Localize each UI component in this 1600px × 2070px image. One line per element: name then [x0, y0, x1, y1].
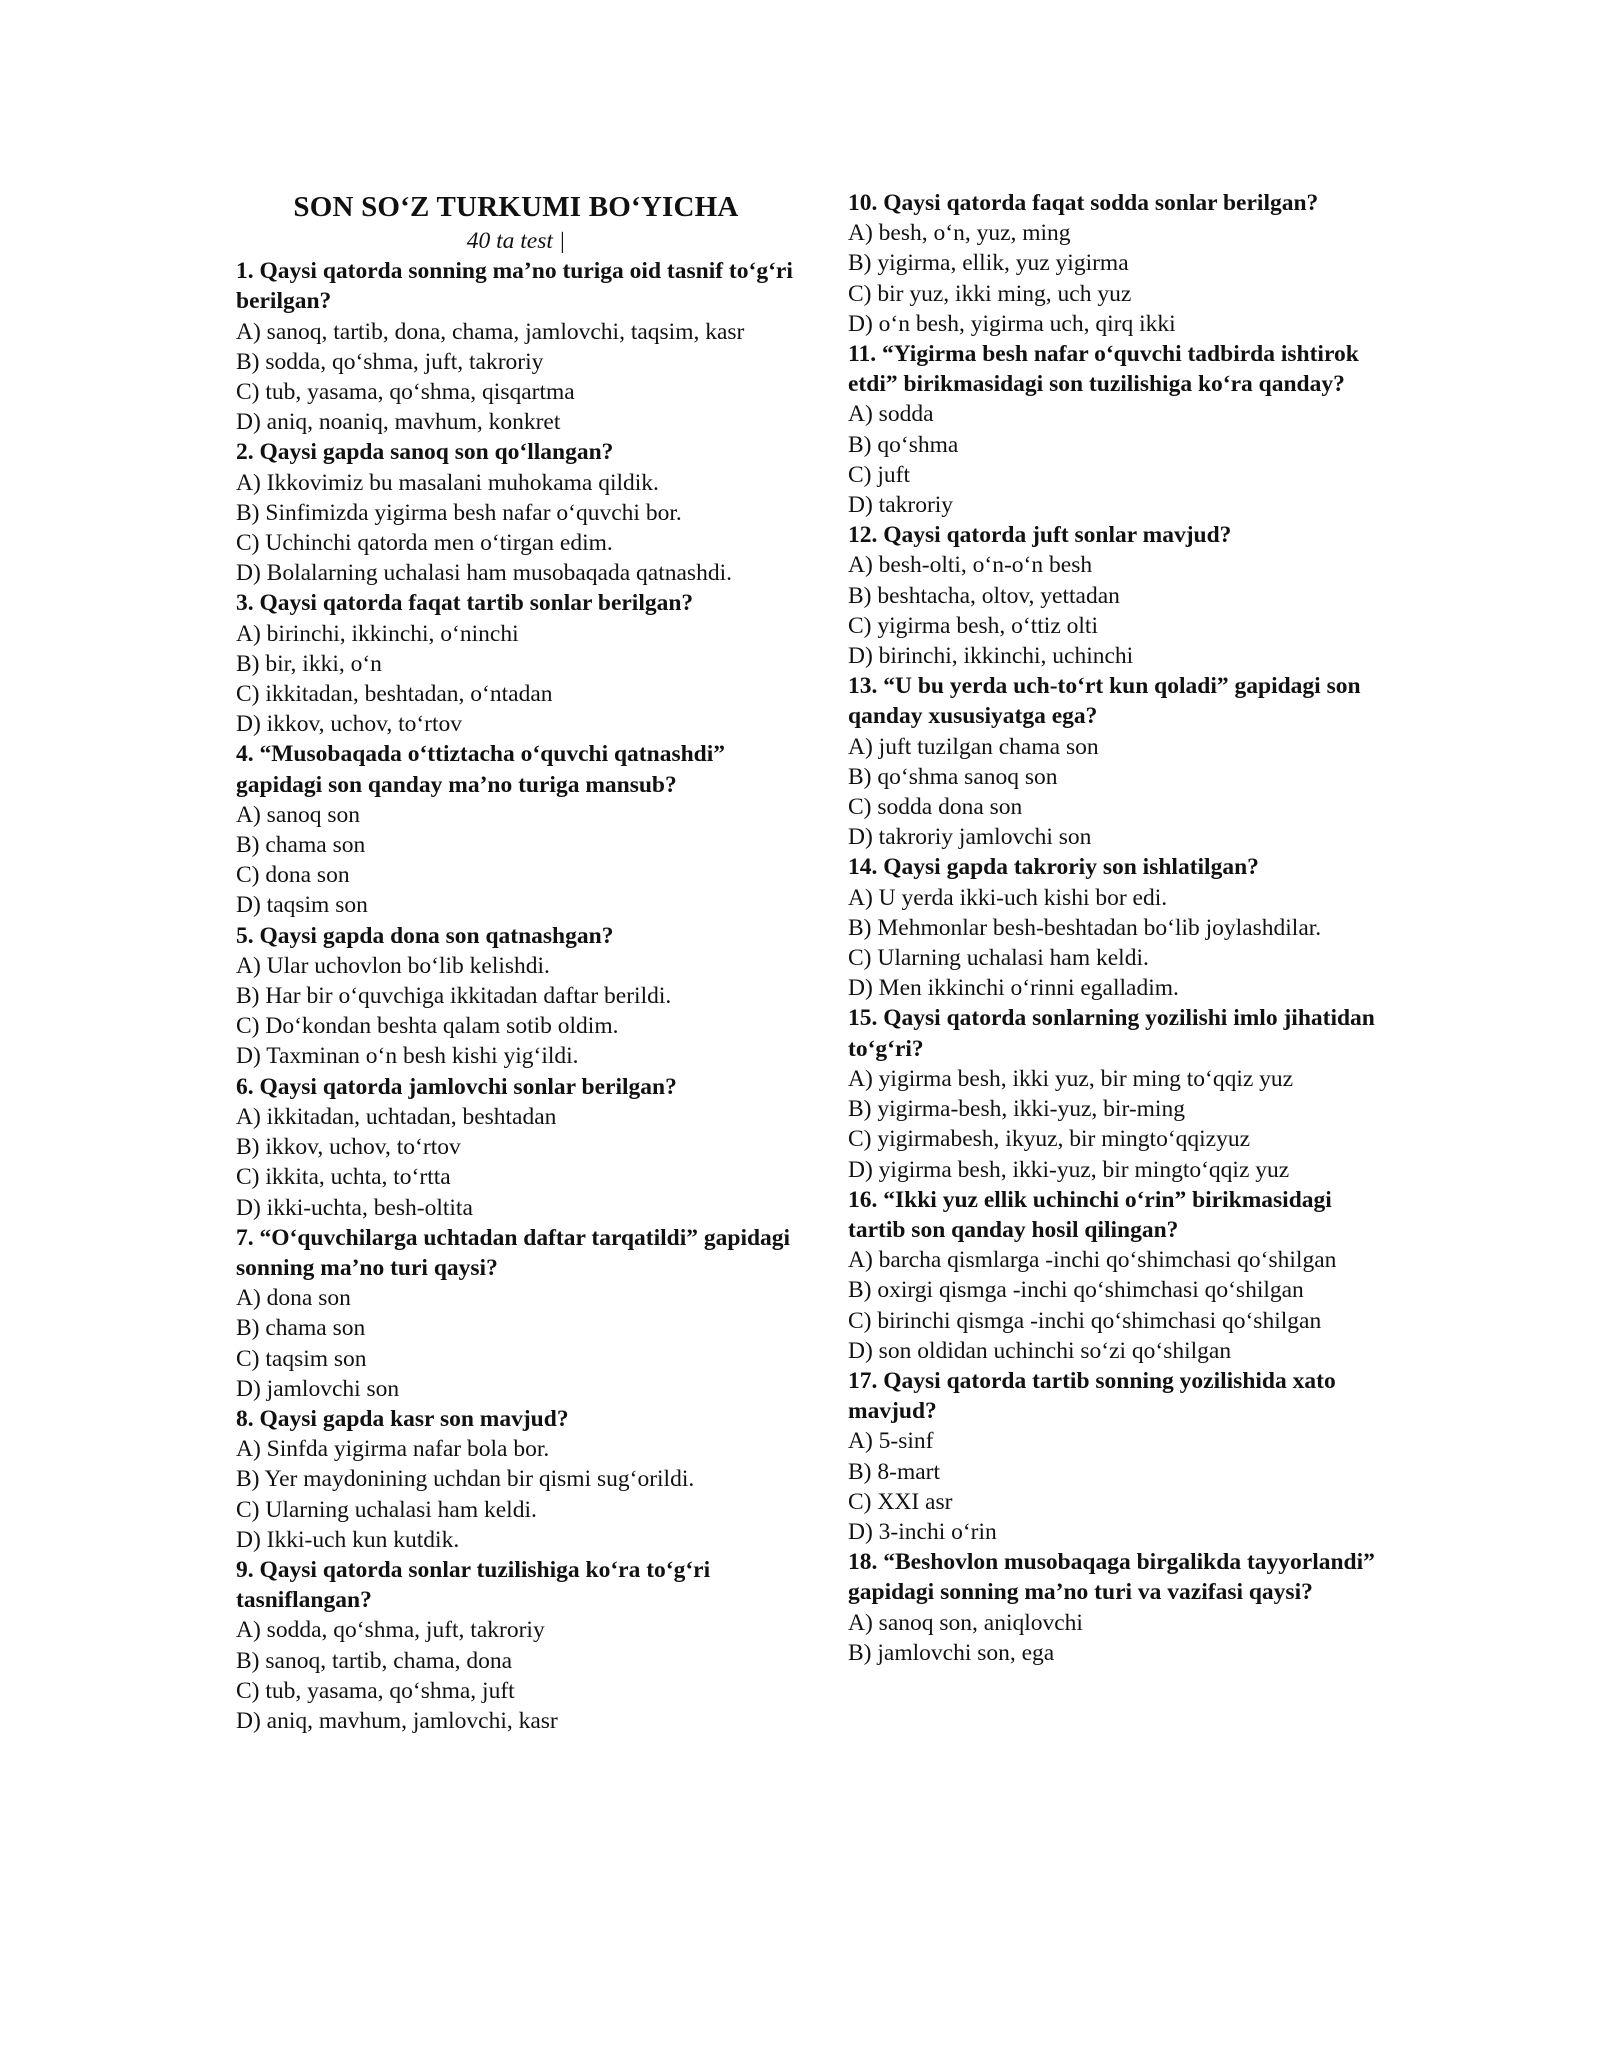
answer-option: C) ikkita, uchta, to‘rtta — [236, 1164, 451, 1191]
answer-option: D) o‘n besh, yigirma uch, qirq ikki — [848, 310, 1176, 337]
answer-option: C) tub, yasama, qo‘shma, qisqartma — [236, 379, 575, 406]
answer-option: D) Ikki-uch kun kutdik. — [236, 1526, 460, 1553]
question-block — [236, 921, 796, 1072]
left-question-list — [236, 256, 796, 1736]
answer-option: B) beshtacha, oltov, yettadan — [848, 582, 1120, 609]
answer-option: A) sodda — [848, 401, 934, 428]
answer-option: D) Taxminan o‘n besh kishi yig‘ildi. — [236, 1043, 579, 1070]
question-text: 2. Qaysi gapda sanoq son qo‘llangan? — [236, 439, 614, 466]
question-block — [848, 520, 1378, 671]
answer-option: C) taqsim son — [236, 1345, 367, 1372]
answer-option: D) Bolalarning uchalasi ham musobaqada qatnashdi. — [236, 560, 732, 587]
question-text: 5. Qaysi gapda dona son qatnashgan? — [236, 922, 614, 949]
answer-option: B) Har bir o‘quvchiga ikkitadan daftar berildi. — [236, 983, 672, 1010]
answer-option: C) bir yuz, ikki ming, uch yuz — [848, 280, 1132, 307]
answer-option: B) oxirgi qismga -inchi qo‘shimchasi qo‘shilgan — [848, 1277, 1304, 1304]
answer-option: A) dona son — [236, 1285, 351, 1312]
question-text: 10. Qaysi qatorda faqat sodda sonlar berilgan? — [848, 190, 1319, 216]
question-text: 7. “O‘quvchilarga uchtadan daftar tarqatildi” gapidagi sonning ma’no turi qaysi? — [236, 1224, 791, 1281]
question-text: 16. “Ikki yuz ellik uchinchi o‘rin” birikmasidagi tartib son qanday hosil qilingan? — [848, 1186, 1332, 1243]
answer-option: A) besh-olti, o‘n-o‘n besh — [848, 552, 1093, 579]
answer-option: A) sanoq son, aniqlovchi — [848, 1609, 1083, 1636]
question-block — [236, 256, 796, 437]
answer-option: B) jamlovchi son, ega — [848, 1639, 1055, 1666]
answer-option: A) 5-sinf — [848, 1428, 934, 1455]
question-text: 6. Qaysi qatorda jamlovchi sonlar berilgan? — [236, 1073, 677, 1100]
question-block — [236, 1555, 796, 1736]
answer-option: A) Ikkovimiz bu masalani muhokama qildik. — [236, 469, 659, 496]
answer-option: C) Do‘kondan beshta qalam sotib oldim. — [236, 1013, 619, 1040]
question-block — [848, 1366, 1378, 1547]
answer-option: C) birinchi qismga -inchi qo‘shimchasi qo‘shilgan — [848, 1307, 1322, 1334]
answer-option: B) sanoq, tartib, chama, dona — [236, 1647, 513, 1674]
answer-option: A) yigirma besh, ikki yuz, bir ming to‘qqiz yuz — [848, 1065, 1294, 1092]
question-block — [236, 437, 796, 588]
answer-option: C) yigirmabesh, ikyuz, bir mingto‘qqizyuz — [848, 1126, 1251, 1153]
answer-option: D) jamlovchi son — [236, 1375, 400, 1402]
answer-option: A) sanoq son — [236, 801, 361, 828]
answer-option: B) ikkov, uchov, to‘rtov — [236, 1134, 461, 1161]
answer-option: C) XXI asr — [848, 1488, 953, 1515]
answer-option: B) qo‘shma — [848, 431, 959, 458]
answer-option: A) Sinfda yigirma nafar bola bor. — [236, 1436, 550, 1463]
answer-option: B) Sinfimizda yigirma besh nafar o‘quvchi bor. — [236, 499, 682, 526]
answer-option: D) ikki-uchta, besh-oltita — [236, 1194, 473, 1221]
right-column — [848, 188, 1378, 1668]
answer-option: D) birinchi, ikkinchi, uchinchi — [848, 643, 1134, 670]
question-text: 17. Qaysi qatorda tartib sonning yozilishida xato mavjud? — [848, 1367, 1336, 1425]
question-block — [236, 739, 796, 920]
question-text: 8. Qaysi gapda kasr son mavjud? — [236, 1405, 569, 1432]
answer-option: C) juft — [848, 461, 911, 488]
answer-option: D) aniq, noaniq, mavhum, konkret — [236, 409, 561, 436]
answer-option: C) ikkitadan, beshtadan, o‘ntadan — [236, 681, 553, 708]
answer-option: B) yigirma-besh, ikki-yuz, bir-ming — [848, 1096, 1185, 1123]
answer-option: D) taqsim son — [236, 892, 368, 919]
left-column — [236, 188, 796, 1736]
question-text: 18. “Beshovlon musobaqaga birgalikda tayyorlandi” gapidagi sonning ma’no turi va vazifasi qaysi? — [848, 1549, 1375, 1606]
answer-option: A) sanoq, tartib, dona, chama, jamlovchi, taqsim, kasr — [236, 318, 745, 345]
answer-option: D) yigirma besh, ikki-yuz, bir mingto‘qqiz yuz — [848, 1156, 1290, 1183]
answer-option: A) U yerda ikki-uch kishi bor edi. — [848, 884, 1168, 911]
question-text: 3. Qaysi qatorda faqat tartib sonlar berilgan? — [236, 590, 694, 617]
answer-option: A) birinchi, ikkinchi, o‘ninchi — [236, 620, 519, 647]
answer-option: A) Ular uchovlon bo‘lib kelishdi. — [236, 952, 550, 979]
answer-option: C) tub, yasama, qo‘shma, juft — [236, 1677, 515, 1704]
answer-option: D) aniq, mavhum, jamlovchi, kasr — [236, 1707, 558, 1734]
answer-option: C) sodda dona son — [848, 794, 1023, 821]
answer-option: B) chama son — [236, 1315, 366, 1342]
question-block — [236, 588, 796, 739]
question-text: 12. Qaysi qatorda juft sonlar mavjud? — [848, 522, 1232, 549]
question-block — [848, 188, 1378, 339]
answer-option: D) takroriy — [848, 492, 954, 519]
answer-option: D) son oldidan uchinchi so‘zi qo‘shilgan — [848, 1337, 1232, 1364]
answer-option: A) ikkitadan, uchtadan, beshtadan — [236, 1103, 557, 1130]
question-block — [236, 1223, 796, 1404]
answer-option: D) ikkov, uchov, to‘rtov — [236, 711, 463, 738]
question-text: 1. Qaysi qatorda sonning ma’no turiga oid tasnif to‘g‘ri berilgan? — [236, 258, 793, 315]
answer-option: C) Ularning uchalasi ham keldi. — [848, 945, 1149, 972]
question-text: 14. Qaysi gapda takroriy son ishlatilgan? — [848, 854, 1259, 881]
question-block — [848, 1003, 1378, 1184]
answer-option: B) qo‘shma sanoq son — [848, 763, 1058, 790]
answer-option: A) sodda, qo‘shma, juft, takroriy — [236, 1617, 545, 1644]
question-block — [848, 671, 1378, 852]
question-block — [848, 852, 1378, 1003]
answer-option: D) Men ikkinchi o‘rinni egalladim. — [848, 975, 1179, 1002]
document-subtitle: 40 ta test | — [466, 228, 566, 254]
answer-option: B) sodda, qo‘shma, juft, takroriy — [236, 348, 544, 375]
answer-option: D) 3-inchi o‘rin — [848, 1518, 997, 1545]
question-text: 11. “Yigirma besh nafar o‘quvchi tadbirda ishtirok etdi” birikmasidagi son tuzilishiga ko‘ra qanday? — [848, 341, 1359, 398]
question-text: 13. “U bu yerda uch-to‘rt kun qoladi” gapidagi son qanday xususiyatga ega? — [848, 673, 1361, 730]
question-block — [848, 339, 1378, 520]
question-text: 4. “Musobaqada o‘ttiztacha o‘quvchi qatnashdi” gapidagi son qanday ma’no turiga mansub? — [236, 741, 726, 798]
right-question-list — [848, 188, 1378, 1668]
answer-option: C) Uchinchi qatorda men o‘tirgan edim. — [236, 530, 613, 557]
question-block — [848, 1547, 1378, 1668]
question-block — [848, 1185, 1378, 1366]
answer-option: A) besh, o‘n, yuz, ming — [848, 220, 1071, 247]
question-text: 9. Qaysi qatorda sonlar tuzilishiga ko‘ra to‘g‘ri tasniflangan? — [236, 1556, 711, 1614]
question-text: 15. Qaysi qatorda sonlarning yozilishi imlo jihatidan to‘g‘ri? — [848, 1005, 1375, 1062]
answer-option: A) juft tuzilgan chama son — [848, 733, 1099, 760]
document-title: SON SO‘Z TURKUMI BO‘YICHA — [293, 191, 739, 223]
answer-option: C) Ularning uchalasi ham keldi. — [236, 1496, 537, 1523]
answer-option: B) yigirma, ellik, yuz yigirma — [848, 250, 1129, 277]
answer-option: A) barcha qismlarga -inchi qo‘shimchasi qo‘shilgan — [848, 1247, 1337, 1274]
answer-option: B) chama son — [236, 832, 366, 859]
answer-option: C) dona son — [236, 862, 350, 889]
question-block — [236, 1404, 796, 1555]
answer-option: D) takroriy jamlovchi son — [848, 824, 1092, 851]
answer-option: B) Yer maydonining uchdan bir qismi sug‘orildi. — [236, 1466, 695, 1493]
answer-option: B) Mehmonlar besh-beshtadan bo‘lib joylashdilar. — [848, 914, 1322, 941]
answer-option: C) yigirma besh, o‘ttiz olti — [848, 612, 1098, 639]
answer-option: B) bir, ikki, o‘n — [236, 650, 382, 677]
question-block — [236, 1072, 796, 1223]
answer-option: B) 8-mart — [848, 1458, 941, 1485]
